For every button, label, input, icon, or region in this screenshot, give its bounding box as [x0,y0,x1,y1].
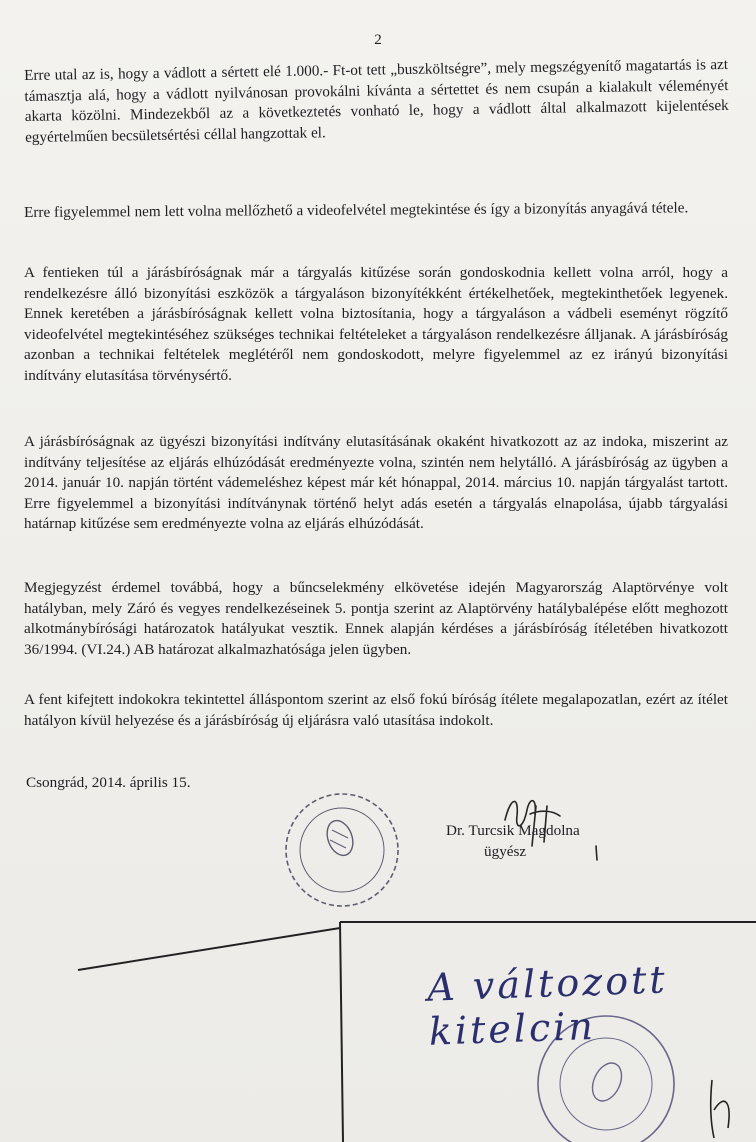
prosecutor-stamp [286,794,398,906]
signer-name: Dr. Turcsik Magdolna [446,822,580,839]
signer-title: ügyész [484,843,527,860]
box-left-line [340,922,343,1142]
paragraph-1: Erre utal az is, hogy a vádlott a sértett elé 1.000.- Ft-ot tett „buszköltségre”, mely megszégyenítő magatartás is azt támasztja alá, hogy a vádlott nyilvánosan provokálni kívánta a sértettet és nem csupán a kialakult véleményét akarta közölni. Mindezekből az a következtetés vonható le, hogy a vádlott által alkalmazott kijelentések egyértelműen becsületsértési céllal hangzottak el. [24,55,729,146]
paragraph-4: A járásbíróságnak az ügyészi bizonyítási indítvány elutasításának okaként hivatkozott az az indoka, miszerint az indítvány teljesítése az eljárás elhúzódását eredményezte volna, szintén nem helytálló. A járásbíróság az ügyben a 2014. január 10. napján történt vádemeléshez képest már két hónappal, 2014. március 10. napján tárgyalást tartott. Erre figyelemmel a bizonyítási indítványnak történő helyt adás esetén a tárgyalás elnapolása, újabb tárgyalási határnap kitűzése sem eredményezte volna az eljárás elhúzódását. [24,433,728,532]
paragraph-6: A fent kifejtett indokokra tekintettel álláspontom szerint az első fokú bíróság ítélete megalapozatlan, ezért az ítélet hatályon kívül helyezése és a járásbíróság új eljárásra való utasítása indokolt. [24,691,728,729]
handwritten-mark [711,1080,729,1138]
paragraph-5: Megjegyzést érdemel továbbá, hogy a bűncselekmény elkövetése idején Magyarország Alaptörvénye volt hatályban, mely Záró és vegyes rendelkezéseinek 5. pontja szerint az Alaptörvény hatálybalépése előtt meghozott alkotmánybírósági határozatok hatályukat vesztik. Ennek alapján kérdéses a járásbíróság ítéletében hivatkozott 36/1994. (VI.24.) AB határozat alkalmazhatósága jelen ügyben. [24,579,728,658]
strike-line [78,928,340,970]
coat-of-arms-icon [587,1058,627,1105]
place-and-date: Csongrád, 2014. április 15. [26,774,191,791]
handwritten-signature [505,801,597,860]
coat-of-arms-icon [323,817,358,859]
page-number: 2 [374,32,382,48]
paragraph-2: Erre figyelemmel nem lett volna mellőzhető a videofelvétel megtekintése és így a bizonyítás anyagává tétele. [24,199,689,221]
handwritten-note: A változott kitelcin [426,957,669,1054]
paragraph-3: A fentieken túl a járásbíróságnak már a tárgyalás kitűzése során gondoskodnia kellett volna arról, hogy a rendelkezésre álló bizonyítási eszközök a tárgyaláson bizonyítékként értékelhetőek, megtekinthetőek legyenek. Ennek keretében a járásbíróságnak kellett volna biztosítania, hogy a tárgyaláson a vádbeli eseményt rögzítő videofelvétel megtekintéséhez szükséges technikai feltételeket a tárgyaláson rendelkezésre álljanak. A járásbíróság azonban a technikai feltételek meglétéről nem gondoskodott, melyre figyelemmel az ez irányú bizonyítási indítvány elutasítása törvénysértő. [24,264,728,384]
